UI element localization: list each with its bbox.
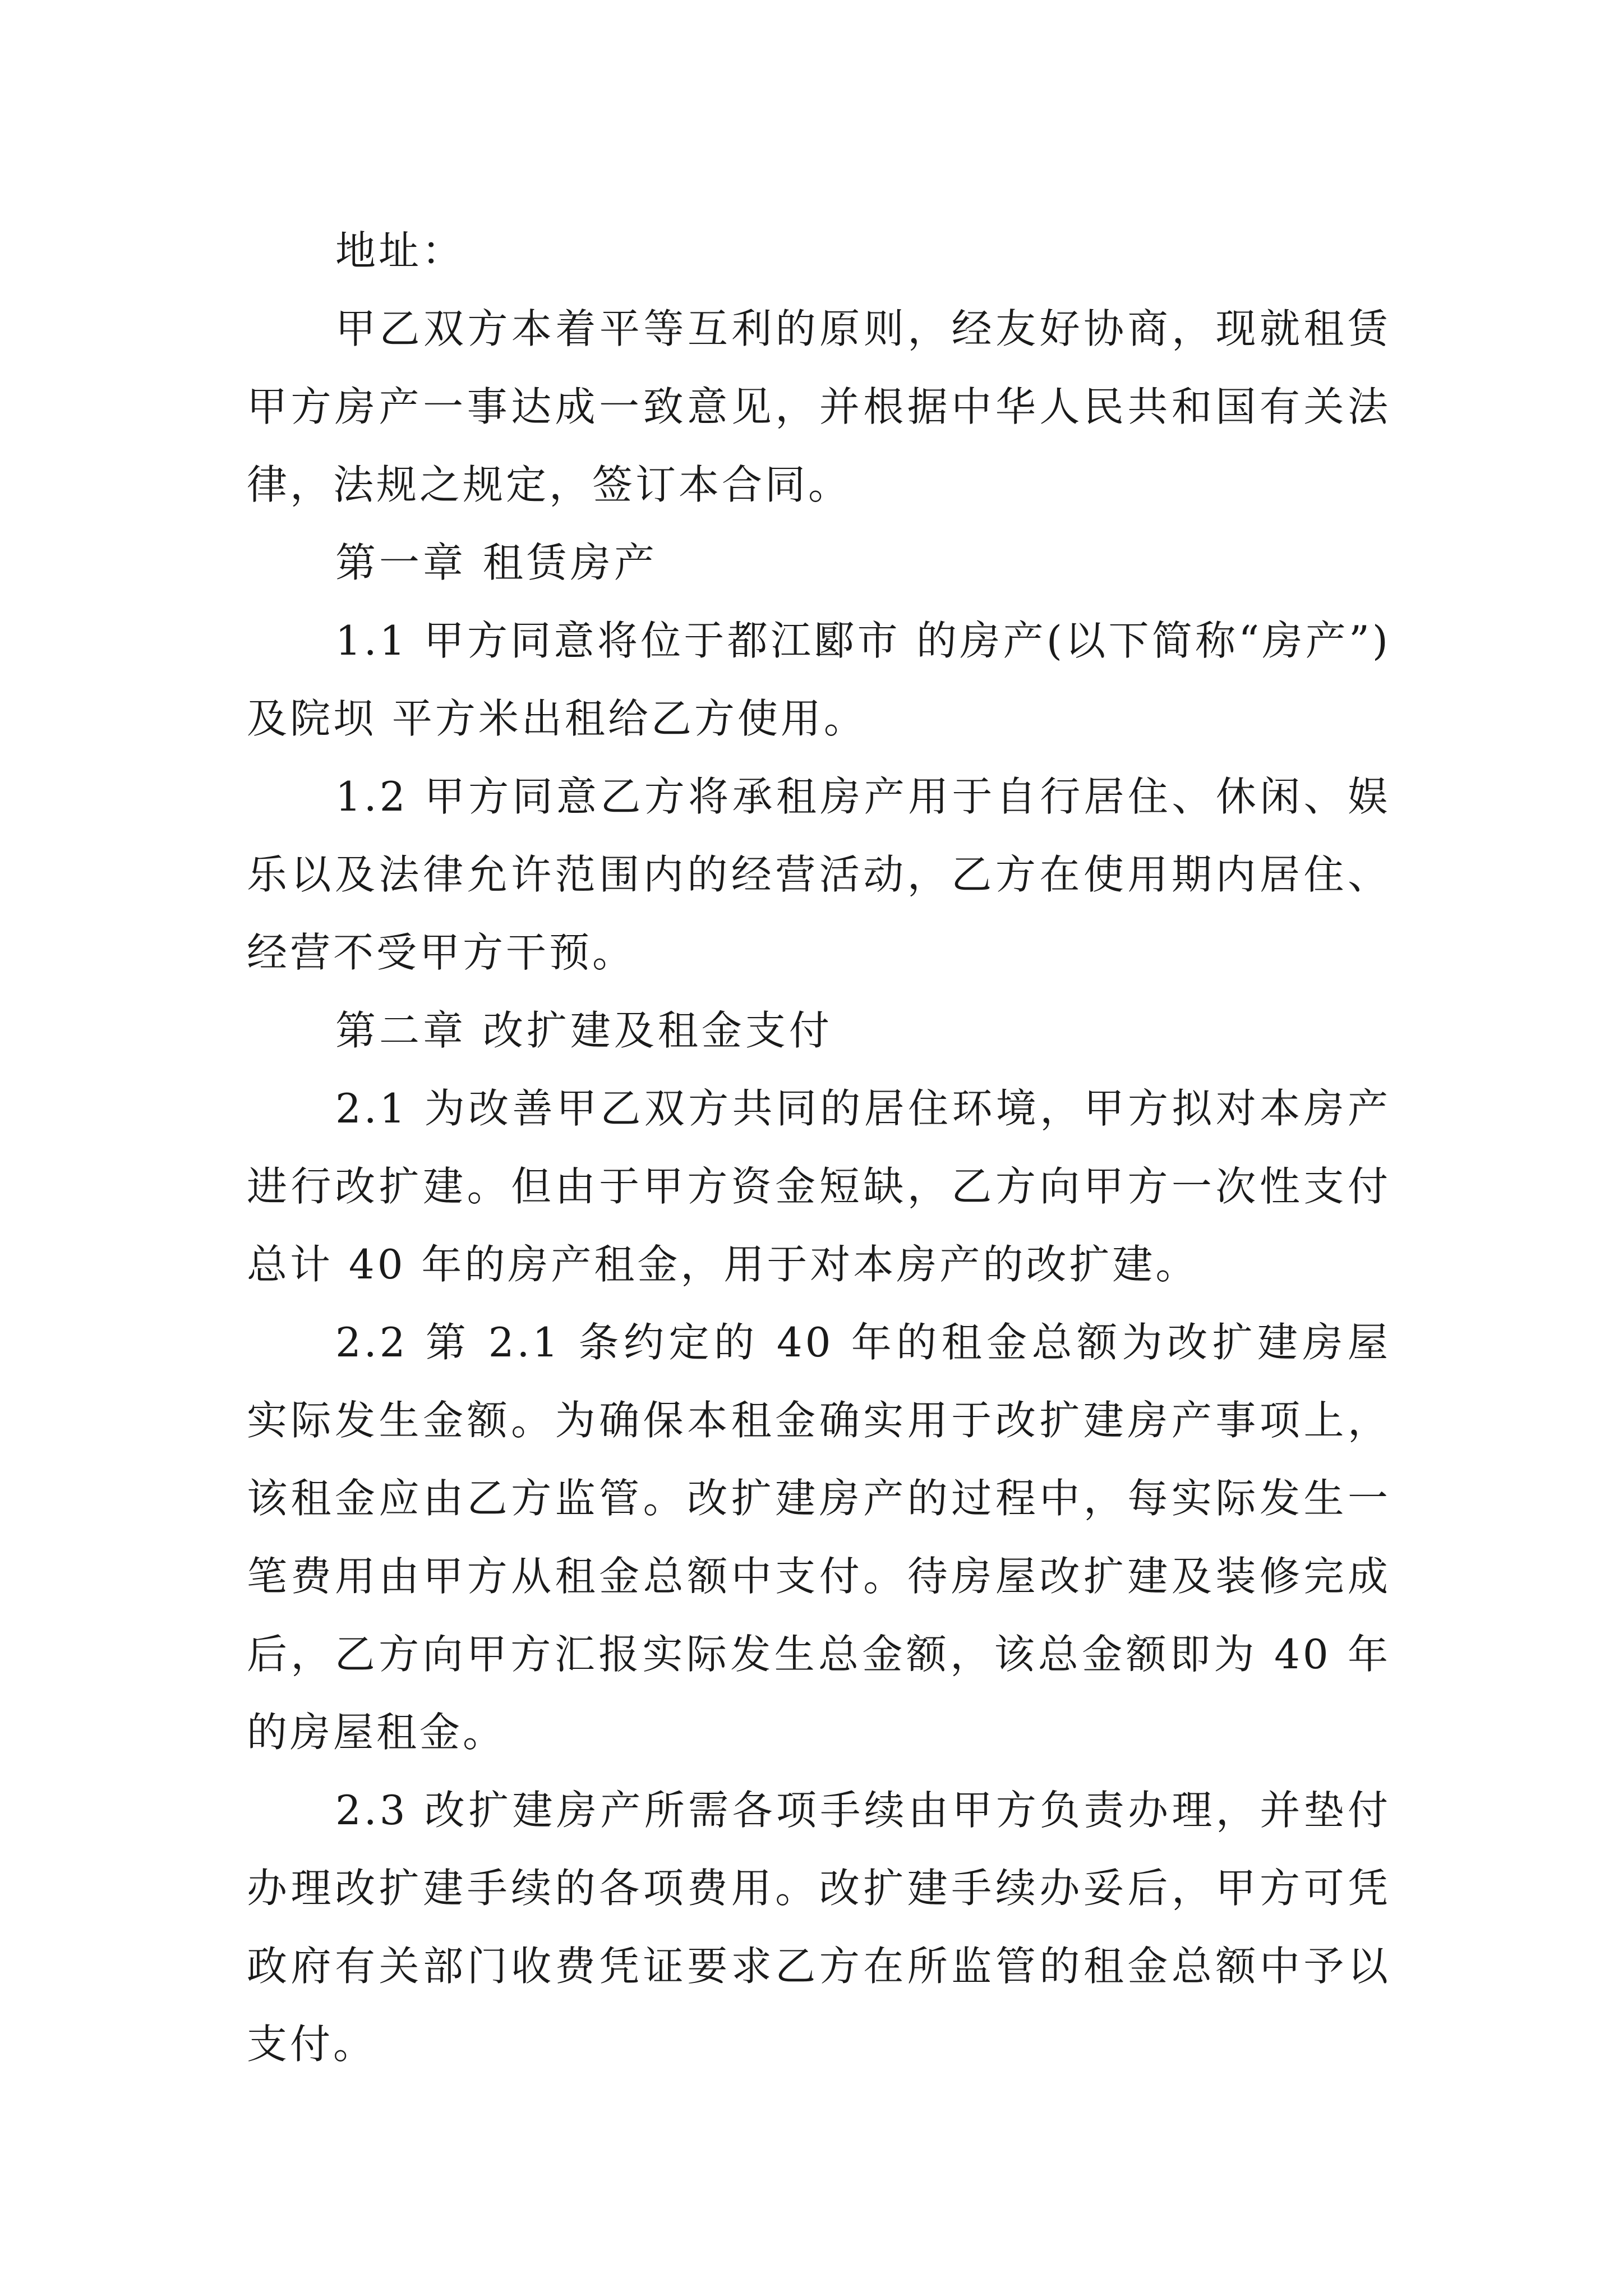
document-body <box>247 212 1391 2083</box>
clause-2-1: 2.1 为改善甲乙双方共同的居住环境，甲方拟对本房产进行改扩建。但由于甲方资金短缺，乙方向甲方一次性支付总计 40 年的房产租金，用于对本房产的改扩建。 <box>247 1085 1391 1288</box>
clause-1-2: 1.2 甲方同意乙方将承租房产用于自行居住、休闲、娱乐以及法律允许范围内的经营活动，乙方在使用期内居住、经营不受甲方干预。 <box>247 773 1391 976</box>
address-line: 地址： <box>335 227 465 274</box>
clause-2-2: 2.2 第 2.1 条约定的 40 年的租金总额为改扩建房屋实际发生金额。为确保本租金确实用于改扩建房产事项上，该租金应由乙方监管。改扩建房产的过程中，每实际发生一笔费用由甲方从租金总额中支付。待房屋改扩建及装修完成后，乙方向甲方汇报实际发生总金额，该总金额即为 40 年的房屋租金。 <box>247 1319 1391 1756</box>
preamble-paragraph: 甲乙双方本着平等互利的原则，经友好协商，现就租赁甲方房产一事达成一致意见，并根据中华人民共和国有关法律，法规之规定，签订本合同。 <box>247 305 1391 508</box>
chapter-2-heading: 第二章 改扩建及租金支付 <box>335 1007 833 1054</box>
chapter-1-heading: 第一章 租赁房产 <box>335 539 658 586</box>
clause-2-3: 2.3 改扩建房产所需各项手续由甲方负责办理，并垫付办理改扩建手续的各项费用。改扩建手续办妥后，甲方可凭政府有关部门收费凭证要求乙方在所监管的租金总额中予以支付。 <box>247 1787 1391 2068</box>
clause-1-1: 1.1 甲方同意将位于都江郾市 的房产(以下简称“房产”)及院坝 平方米出租给乙方使用。 <box>247 617 1391 742</box>
